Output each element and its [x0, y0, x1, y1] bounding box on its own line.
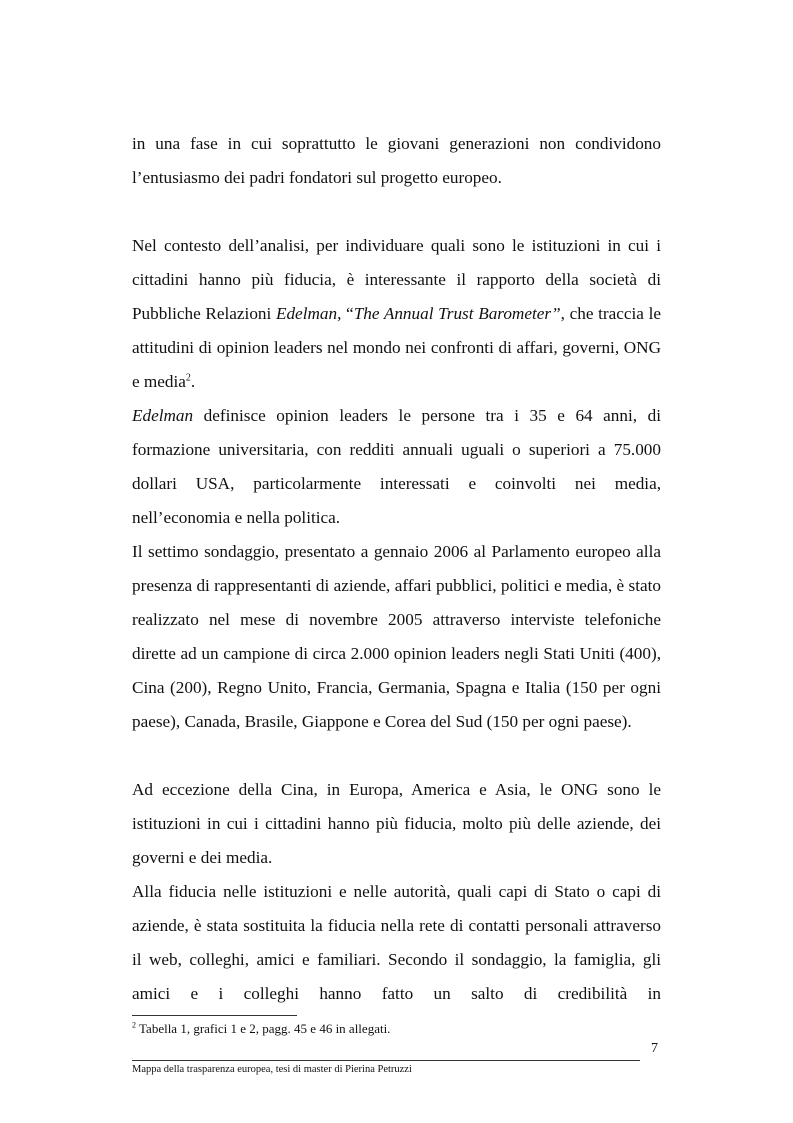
paragraph-5	[132, 773, 661, 875]
paragraph-5-text: Ad eccezione della Cina, in Europa, America e Asia, le ONG sono le istituzioni in cui i cittadini hanno più fiducia, molto più delle aziende, dei governi e dei media.	[132, 780, 661, 867]
paragraph-3	[132, 399, 661, 535]
paragraph-2-part-c: , che traccia le attitudini di opinion leaders nel mondo nei confronti di affari, governi, ONG e media	[132, 304, 661, 391]
footnote-divider	[132, 1015, 297, 1016]
paragraph-3-text	[132, 399, 661, 535]
footer-divider	[132, 1060, 640, 1061]
footnote-reference[interactable]: 2	[185, 372, 191, 384]
page-number: 7	[651, 1041, 658, 1056]
paragraph-4-text: Il settimo sondaggio, presentato a gennaio 2006 al Parlamento europeo alla presenza di rappresentanti di aziende, affari pubblici, politici e media, è stato realizzato nel mese di novembre 2005 attraverso interviste telefoniche dirette ad un campione di circa 2.000 opinion leaders negli Stati Uniti (400), Cina (200), Regno Unito, Francia, Germania, Spagna e Italia (150 per ogni paese), Canada, Brasile, Giappone e Corea del Sud (150 per ogni paese).	[132, 542, 661, 731]
paragraph-2-part-a: Nel contesto dell’analisi, per individuare quali sono le istituzioni in cui i cittadini hanno più fiducia, è interessante il rapporto della società di Pubbliche Relazioni	[132, 236, 661, 323]
paragraph-2-part-d: .	[190, 372, 196, 391]
footnote-number: 2	[132, 1020, 136, 1030]
edelman-name: Edelman,	[275, 304, 342, 323]
paragraph-6-text: Alla fiducia nelle istituzioni e nelle autorità, quali capi di Stato o capi di aziende, è stata sostituita la fiducia nella rete di contatti personali attraverso il web, colleghi, amici e familiari. Secondo il sondaggio, la famiglia, gli amici e i colleghi hanno fatto un salto di credibilità in	[132, 882, 661, 1003]
paragraph-2-part-b: “	[341, 304, 354, 323]
footnote	[132, 1020, 390, 1038]
footnote-text: Tabella 1, grafici 1 e 2, pagg. 45 e 46 in allegati.	[136, 1021, 391, 1036]
paragraph-2-text	[132, 229, 661, 399]
paragraph-3-rest: definisce opinion leaders le persone tra i 35 e 64 anni, di formazione universitaria, con redditi annuali uguali o superiori a 75.000 dollari USA, particolarmente interessati e coinvolti nei media, nell’economia e nella politica.	[132, 406, 661, 527]
paragraph-6	[132, 875, 661, 1011]
paragraph-1-text: in una fase in cui soprattutto le giovani generazioni non condividono l’entusiasmo dei padri fondatori sul progetto europeo.	[132, 134, 661, 187]
paragraph-2	[132, 229, 661, 399]
edelman-name-2: Edelman	[132, 406, 194, 425]
paragraph-4	[132, 535, 661, 739]
paragraph-1	[132, 127, 661, 195]
footer-caption: Mappa della trasparenza europea, tesi di master di Pierina Petruzzi	[132, 1064, 412, 1075]
report-title: The Annual Trust Barometer”	[353, 304, 561, 323]
